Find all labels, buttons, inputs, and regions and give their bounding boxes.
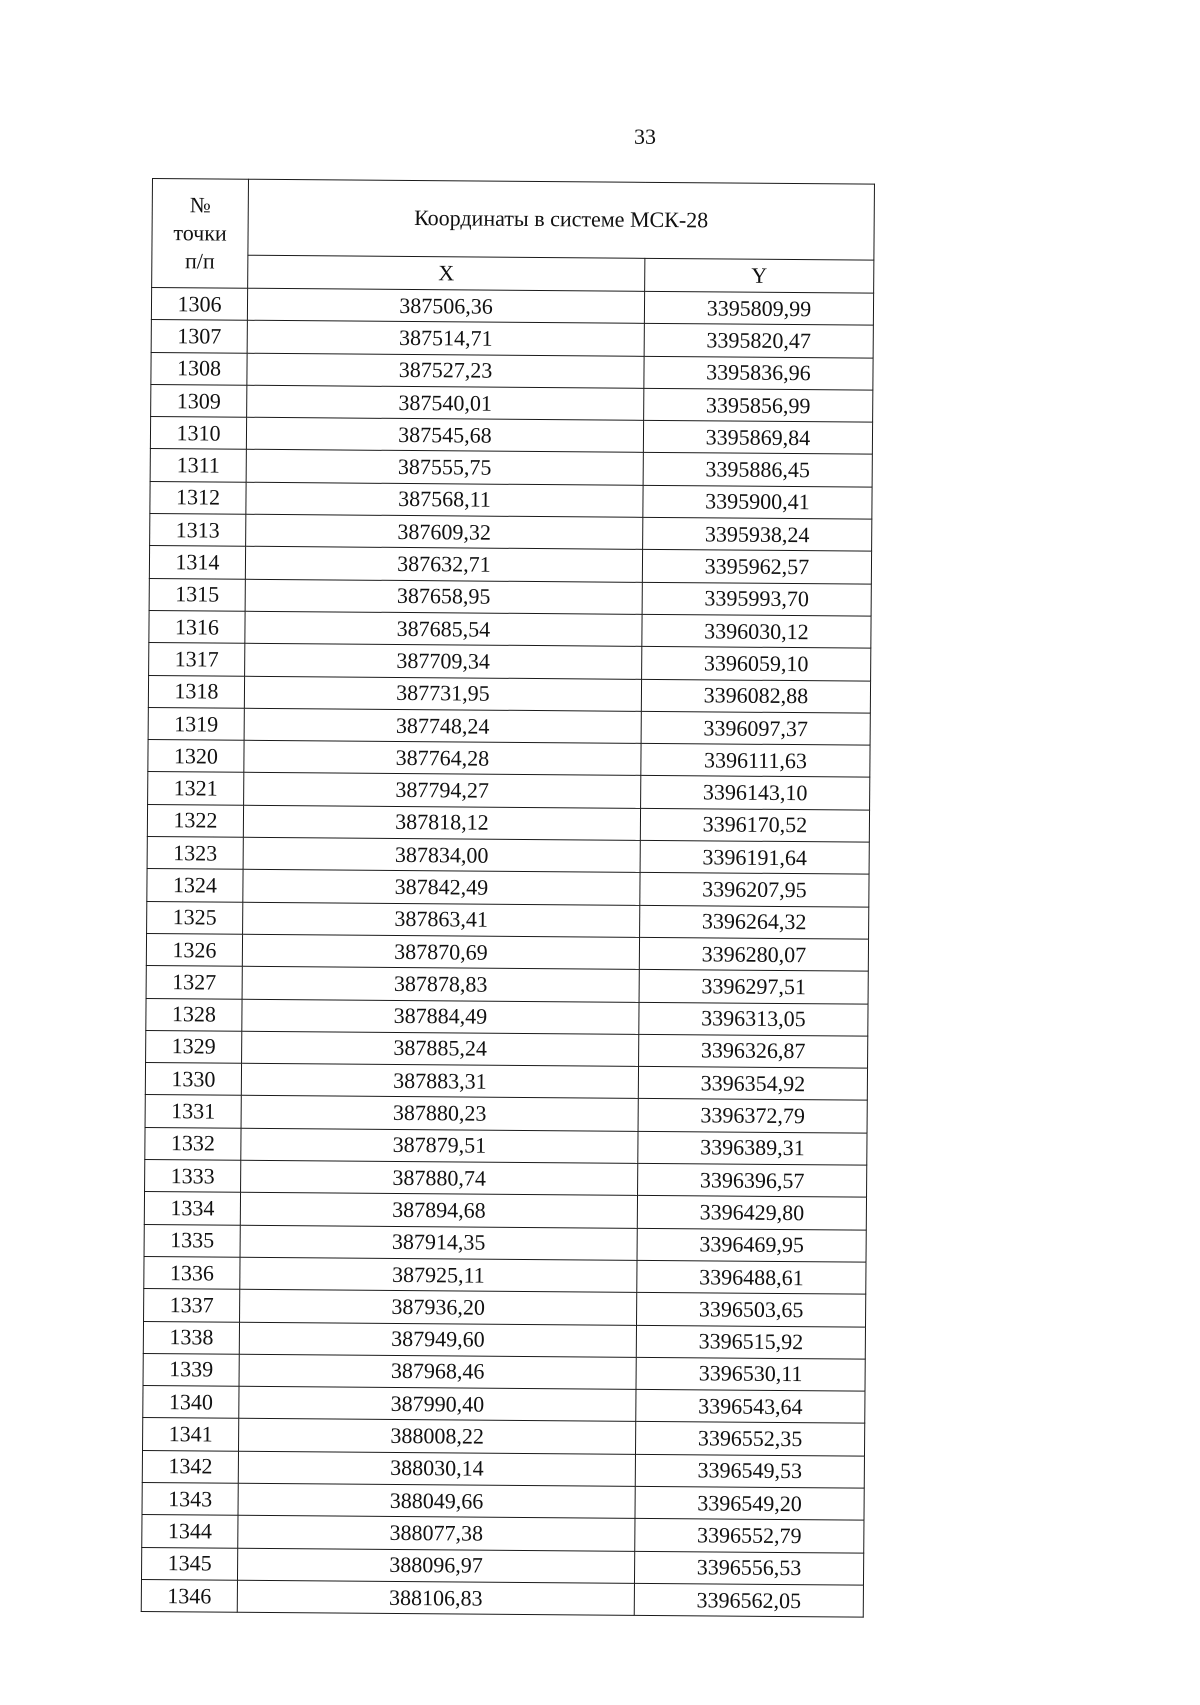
point-number-cell: 1338 — [143, 1321, 239, 1354]
x-coordinate-cell: 387540,01 — [247, 385, 644, 420]
point-number-cell: 1327 — [146, 966, 242, 999]
point-number-cell: 1332 — [145, 1127, 241, 1160]
point-number-header-line-2: точки — [173, 220, 227, 246]
x-coordinate-cell: 387609,32 — [246, 514, 643, 549]
x-coordinate-cell: 387842,49 — [243, 870, 640, 905]
y-coordinate-cell: 3396354,92 — [638, 1066, 867, 1100]
x-coordinate-cell: 387949,60 — [239, 1322, 636, 1357]
x-coordinate-cell: 387879,51 — [241, 1128, 638, 1163]
y-coordinate-cell: 3396264,32 — [640, 905, 869, 939]
y-coordinate-cell: 3395962,57 — [642, 550, 871, 584]
y-coordinate-cell: 3396549,53 — [635, 1454, 864, 1488]
x-coordinate-cell: 387878,83 — [242, 966, 639, 1001]
y-coordinate-cell: 3396059,10 — [642, 647, 871, 681]
x-coordinate-cell: 388106,83 — [237, 1580, 634, 1615]
y-coordinate-cell: 3396549,20 — [635, 1486, 864, 1520]
y-coordinate-cell: 3395856,99 — [644, 388, 873, 422]
x-coordinate-cell: 387568,11 — [246, 482, 643, 517]
x-coordinate-cell: 387545,68 — [246, 417, 643, 452]
y-coordinate-cell: 3396030,12 — [642, 614, 871, 648]
y-coordinate-cell: 3396488,61 — [637, 1260, 866, 1294]
x-coordinate-cell: 388008,22 — [239, 1419, 636, 1454]
x-coordinate-cell: 387870,69 — [242, 934, 639, 969]
x-coordinate-cell: 388049,66 — [238, 1483, 635, 1518]
point-number-cell: 1340 — [143, 1386, 239, 1419]
point-number-cell: 1309 — [151, 384, 247, 417]
point-number-header-line-3: п/п — [184, 248, 215, 274]
y-coordinate-cell: 3395869,84 — [643, 421, 872, 455]
x-coordinate-cell: 387794,27 — [244, 773, 641, 808]
point-number-cell: 1339 — [143, 1353, 239, 1386]
point-number-cell: 1344 — [142, 1515, 238, 1548]
x-coordinate-cell: 387658,95 — [245, 579, 642, 614]
x-coordinate-cell: 387709,34 — [245, 644, 642, 679]
point-number-cell: 1310 — [150, 417, 246, 450]
y-coordinate-cell: 3396097,37 — [641, 711, 870, 745]
x-coordinate-cell: 387914,35 — [240, 1225, 637, 1260]
y-coordinate-cell: 3396170,52 — [640, 808, 869, 842]
y-coordinate-cell: 3396396,57 — [638, 1163, 867, 1197]
point-number-cell: 1312 — [150, 481, 246, 514]
y-coordinate-cell: 3395836,96 — [644, 356, 873, 390]
x-coordinate-cell: 387506,36 — [247, 288, 644, 323]
point-number-cell: 1336 — [144, 1256, 240, 1289]
point-number-cell: 1313 — [150, 514, 246, 547]
point-number-cell: 1334 — [144, 1192, 240, 1225]
x-coordinate-cell: 387863,41 — [243, 902, 640, 937]
y-coordinate-cell: 3396326,87 — [639, 1034, 868, 1068]
x-coordinate-cell: 387685,54 — [245, 611, 642, 646]
y-coordinate-cell: 3395886,45 — [643, 453, 872, 487]
x-coordinate-cell: 387818,12 — [243, 805, 640, 840]
point-number-cell: 1326 — [146, 933, 242, 966]
point-number-cell: 1315 — [149, 578, 245, 611]
point-number-cell: 1346 — [141, 1579, 237, 1612]
point-number-cell: 1335 — [144, 1224, 240, 1257]
x-coordinate-cell: 387968,46 — [239, 1354, 636, 1389]
x-coordinate-cell: 387885,24 — [242, 1031, 639, 1066]
x-coordinate-cell: 387514,71 — [247, 321, 644, 356]
point-number-cell: 1333 — [145, 1159, 241, 1192]
point-number-cell: 1341 — [143, 1418, 239, 1451]
y-coordinate-cell: 3396552,35 — [635, 1422, 864, 1456]
x-coordinate-cell: 388077,38 — [238, 1515, 635, 1550]
table-row — [141, 1579, 863, 1617]
point-number-cell: 1322 — [147, 804, 243, 837]
x-coordinate-cell: 387884,49 — [242, 999, 639, 1034]
y-coordinate-cell: 3396207,95 — [640, 873, 869, 907]
point-number-cell: 1307 — [151, 320, 247, 353]
y-coordinate-cell: 3396552,79 — [635, 1519, 864, 1553]
point-number-cell: 1321 — [148, 772, 244, 805]
y-coordinate-cell: 3395900,41 — [643, 485, 872, 519]
point-number-cell: 1330 — [145, 1063, 241, 1096]
x-coordinate-cell: 387883,31 — [241, 1063, 638, 1098]
x-coordinate-cell: 387894,68 — [240, 1193, 637, 1228]
point-number-header — [152, 179, 249, 289]
point-number-cell: 1343 — [142, 1482, 238, 1515]
x-coordinate-cell: 387936,20 — [240, 1289, 637, 1324]
x-coordinate-cell: 387748,24 — [244, 708, 641, 743]
point-number-cell: 1319 — [148, 707, 244, 740]
y-coordinate-cell: 3396111,63 — [641, 744, 870, 778]
point-number-cell: 1306 — [151, 288, 247, 321]
x-coordinate-cell: 387731,95 — [244, 676, 641, 711]
point-number-header-line-1: № — [189, 192, 211, 218]
y-coordinate-cell: 3396515,92 — [636, 1325, 865, 1359]
point-number-cell: 1314 — [149, 546, 245, 579]
point-number-cell: 1324 — [147, 869, 243, 902]
y-coordinate-cell: 3396530,11 — [636, 1357, 865, 1391]
x-coordinate-cell: 388030,14 — [238, 1451, 635, 1486]
y-coordinate-cell: 3396280,07 — [639, 937, 868, 971]
y-coordinate-cell: 3396082,88 — [641, 679, 870, 713]
y-coordinate-cell: 3395809,99 — [644, 291, 873, 325]
y-coordinate-cell: 3396143,10 — [641, 776, 870, 810]
y-coordinate-cell: 3396191,64 — [640, 840, 869, 874]
x-coordinate-cell: 387880,23 — [241, 1096, 638, 1131]
x-coordinate-cell: 387880,74 — [241, 1160, 638, 1195]
y-coordinate-cell: 3395938,24 — [643, 517, 872, 551]
point-number-cell: 1317 — [149, 643, 245, 676]
page-number: 33 — [634, 124, 656, 149]
y-coordinate-cell: 3395820,47 — [644, 324, 873, 358]
point-number-cell: 1342 — [142, 1450, 238, 1483]
x-coordinate-cell: 387527,23 — [247, 353, 644, 388]
point-number-cell: 1328 — [146, 998, 242, 1031]
x-coordinate-cell: 387925,11 — [240, 1257, 637, 1292]
table-body — [141, 288, 873, 1618]
y-column-header: Y — [645, 258, 874, 293]
point-number-cell: 1331 — [145, 1095, 241, 1128]
y-coordinate-cell: 3396372,79 — [638, 1099, 867, 1133]
point-number-cell: 1337 — [144, 1289, 240, 1322]
x-coordinate-cell: 387555,75 — [246, 450, 643, 485]
y-coordinate-cell: 3396389,31 — [638, 1131, 867, 1165]
point-number-cell: 1325 — [147, 901, 243, 934]
point-number-cell: 1323 — [147, 837, 243, 870]
point-number-cell: 1308 — [151, 352, 247, 385]
y-coordinate-cell: 3396556,53 — [634, 1551, 863, 1585]
y-coordinate-cell: 3396313,05 — [639, 1002, 868, 1036]
x-column-header: X — [248, 255, 645, 291]
y-coordinate-cell: 3396429,80 — [637, 1196, 866, 1230]
x-coordinate-cell: 387990,40 — [239, 1386, 636, 1421]
point-number-cell: 1345 — [141, 1547, 237, 1580]
point-number-cell: 1329 — [146, 1030, 242, 1063]
y-coordinate-cell: 3396503,65 — [637, 1293, 866, 1327]
point-number-cell: 1316 — [149, 610, 245, 643]
point-number-cell: 1311 — [150, 449, 246, 482]
point-number-cell: 1320 — [148, 740, 244, 773]
y-coordinate-cell: 3396543,64 — [636, 1389, 865, 1423]
y-coordinate-cell: 3396469,95 — [637, 1228, 866, 1262]
point-number-cell: 1318 — [148, 675, 244, 708]
y-coordinate-cell: 3395993,70 — [642, 582, 871, 616]
coordinate-system-header: Координаты в системе МСК-28 — [248, 179, 875, 260]
x-coordinate-cell: 387834,00 — [243, 837, 640, 872]
coordinates-table — [141, 178, 875, 1618]
x-coordinate-cell: 388096,97 — [237, 1548, 634, 1583]
y-coordinate-cell: 3396297,51 — [639, 970, 868, 1004]
y-coordinate-cell: 3396562,05 — [634, 1583, 863, 1617]
x-coordinate-cell: 387764,28 — [244, 740, 641, 775]
x-coordinate-cell: 387632,71 — [245, 547, 642, 582]
